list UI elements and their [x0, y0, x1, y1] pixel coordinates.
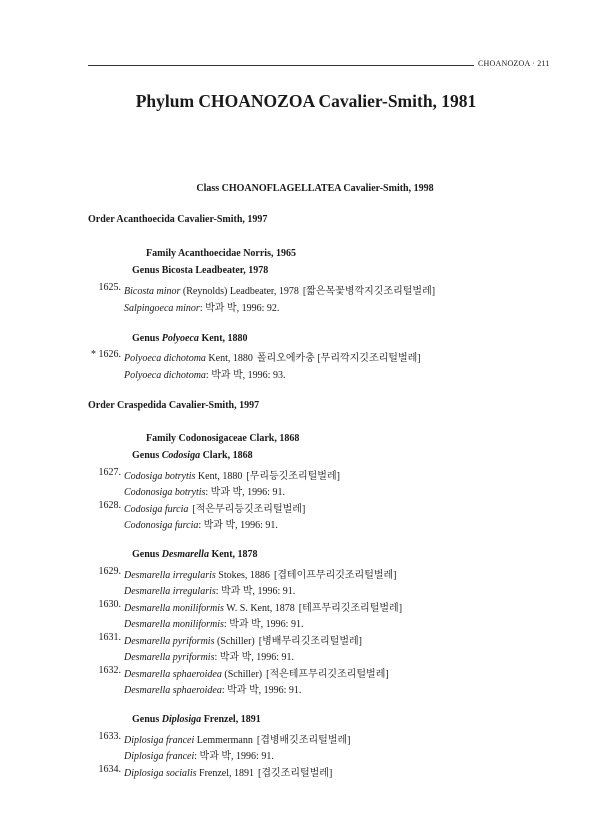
genus-heading [132, 333, 248, 344]
synonym-entry [124, 516, 278, 531]
species-name: Codosiga furcia [124, 504, 189, 515]
synonym-entry [124, 366, 285, 381]
korean-name: [겹깃조리털벌레] [258, 768, 333, 779]
synonym-reference: : 박과 박, 1996: 91. [215, 586, 296, 597]
entry-number: 1632. [98, 665, 121, 676]
genus-heading [132, 450, 253, 461]
species-name: Polyoeca dichotoma [124, 353, 206, 364]
genus-prefix: Genus [132, 450, 162, 461]
genus-name: Desmarella [161, 549, 209, 560]
species-name: Desmarella pyriformis [124, 636, 215, 647]
synonym-name: Desmarella sphaeroidea [124, 685, 222, 696]
species-name: Desmarella sphaeroidea [124, 669, 222, 680]
genus-prefix: Genus [132, 714, 162, 725]
synonym-name: Salpingoeca minor [124, 303, 200, 314]
korean-name: [겹병배깃조리털벌레] [256, 735, 351, 746]
genus-author: Kent, 1878 [208, 549, 258, 560]
entry-number: * 1626. [91, 349, 121, 360]
synonym-entry [124, 483, 285, 498]
class-heading: Class CHOANOFLAGELLATEA Cavalier-Smith, 1998 [196, 183, 434, 194]
entry-number: 1625. [98, 282, 121, 293]
species-entry [91, 349, 421, 364]
species-entry [98, 764, 333, 779]
genus-author: Kent, 1880 [198, 333, 248, 344]
korean-name: [겹테이프무리깃조리털벌레] [273, 570, 397, 581]
species-name: Codosiga botrytis [124, 471, 196, 482]
synonym-reference: : 박과 박, 1996: 91. [198, 520, 278, 531]
entry-number: 1633. [98, 731, 121, 742]
synonym-name: Desmarella irregularis [124, 586, 216, 597]
synonym-name: Polyoeca dichotoma [124, 370, 206, 381]
genus-heading [132, 549, 258, 560]
entry-number: 1629. [98, 566, 121, 577]
genus-name: Bicosta [161, 265, 193, 276]
species-entry [98, 599, 403, 614]
running-header: CHOANOZOA · 211 [478, 59, 550, 68]
entry-number: 1634. [98, 764, 121, 775]
korean-name: [적은무리등깃조리털벌레] [192, 504, 306, 515]
korean-name: [짧은목꽃병깍지깃조리털벌레] [302, 286, 436, 297]
synonym-name: Desmarella pyriformis [124, 652, 215, 663]
synonym-entry [124, 681, 301, 696]
family-heading: Family Codonosigaceae Clark, 1868 [146, 433, 300, 444]
species-name: Desmarella moniliformis [124, 603, 224, 614]
page-title: Phylum CHOANOZOA Cavalier-Smith, 1981 [135, 91, 477, 111]
genus-name: Polyoeca [161, 333, 199, 344]
species-entry [98, 665, 389, 680]
synonym-entry [124, 615, 303, 630]
synonym-reference: : 박과 박, 1996: 92. [199, 303, 280, 314]
entry-number: 1628. [98, 500, 121, 511]
species-author: Frenzel, 1891 [196, 768, 255, 779]
genus-prefix: Genus [132, 333, 162, 344]
korean-name: 폴리오에카충 [무리깍지깃조리털벌레] [256, 353, 421, 364]
genus-author: Clark, 1868 [200, 450, 253, 461]
genus-prefix: Genus [132, 549, 162, 560]
order-heading: Order Acanthoecida Cavalier-Smith, 1997 [88, 214, 268, 225]
header-rule [88, 65, 474, 66]
species-entry [98, 467, 340, 482]
synonym-reference: : 박과 박, 1996: 91. [214, 652, 295, 663]
synonym-reference: : 박과 박, 1996: 93. [205, 370, 286, 381]
species-author: (Schiller) [221, 669, 263, 680]
synonym-name: Codonosiga furcia [124, 520, 199, 531]
synonym-reference: : 박과 박, 1996: 91. [194, 751, 274, 762]
genus-heading [132, 714, 261, 725]
korean-name: [병배무리깃조리털벌레] [258, 636, 362, 647]
genus-name: Diplosiga [161, 714, 202, 725]
genus-heading [132, 265, 268, 276]
entry-number: 1627. [98, 467, 121, 478]
family-heading: Family Acanthoecidae Norris, 1965 [146, 248, 296, 259]
genus-prefix: Genus [132, 265, 162, 276]
species-author: (Reynolds) Leadbeater, 1978 [180, 286, 299, 297]
korean-name: [적은테프무리깃조리털벌레] [266, 669, 389, 680]
species-name: Diplosiga socialis [124, 768, 197, 779]
synonym-reference: : 박과 박, 1996: 91. [223, 619, 304, 630]
entry-number: 1631. [98, 632, 121, 643]
synonym-name: Desmarella moniliformis [124, 619, 224, 630]
species-entry [98, 566, 397, 581]
species-entry [98, 731, 351, 746]
genus-author: Frenzel, 1891 [201, 714, 261, 725]
synonym-entry [124, 299, 279, 314]
species-name: Desmarella irregularis [124, 570, 216, 581]
synonym-name: Diplosiga francei [124, 751, 195, 762]
order-heading: Order Craspedida Cavalier-Smith, 1997 [88, 400, 260, 411]
genus-name: Codosiga [161, 450, 201, 461]
species-author: Kent, 1880 [195, 471, 243, 482]
synonym-entry [124, 747, 274, 762]
synonym-reference: : 박과 박, 1996: 91. [205, 487, 285, 498]
synonym-entry [124, 648, 294, 663]
synonym-name: Codonosiga botrytis [124, 487, 206, 498]
species-author: W. S. Kent, 1878 [223, 603, 295, 614]
species-name: Diplosiga francei [124, 735, 195, 746]
korean-name: [무리등깃조리털벌레] [246, 471, 340, 482]
species-entry [98, 500, 306, 515]
species-author: Kent, 1880 [205, 353, 253, 364]
genus-author: Leadbeater, 1978 [192, 265, 269, 276]
synonym-entry [124, 582, 295, 597]
species-name: Bicosta minor [124, 286, 181, 297]
species-entry [98, 632, 362, 647]
species-author: (Schiller) [214, 636, 255, 647]
entry-number: 1630. [98, 599, 121, 610]
species-entry [98, 282, 436, 297]
species-author: Lemmermann [194, 735, 253, 746]
species-author: Stokes, 1886 [215, 570, 270, 581]
korean-name: [테프무리깃조리털벌레] [298, 603, 403, 614]
synonym-reference: : 박과 박, 1996: 91. [221, 685, 302, 696]
